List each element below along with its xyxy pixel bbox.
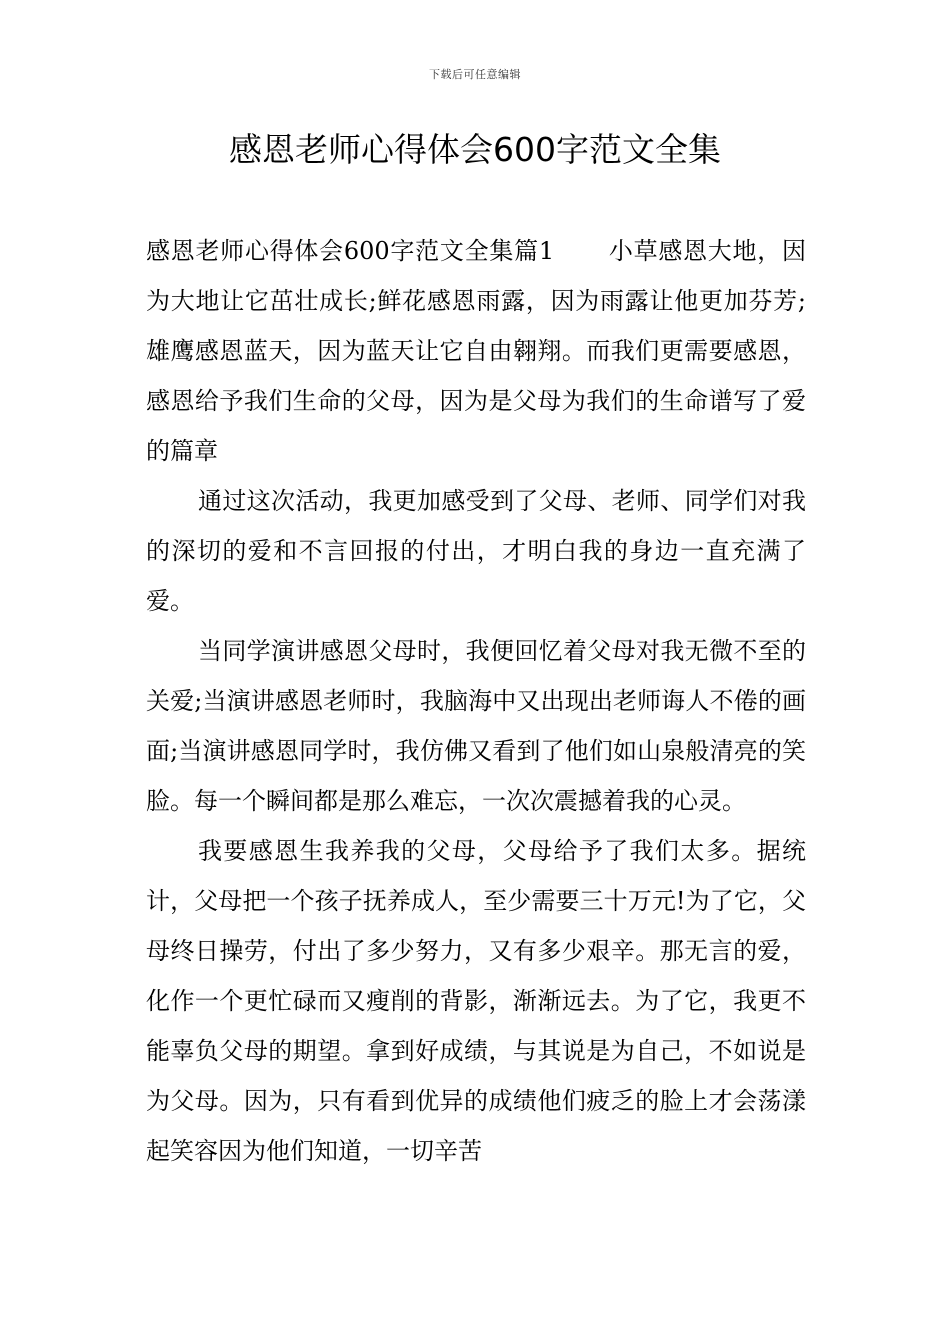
document-title: 感恩老师心得体会600字范文全集 — [229, 130, 721, 169]
paragraph-1-text: 小草感恩大地，因为大地让它茁壮成长;鲜花感恩雨露，因为雨露让他更加芬芳;雄鹰感恩蓝天，因为蓝天让它自由翱翔。而我们更需要感恩，感恩给予我们生命的父母，因为是父母为我们的生命谱写了爱的篇章 — [146, 237, 807, 465]
header-note: 下载后可任意编辑 — [429, 68, 521, 81]
section-heading: 感恩老师心得体会600字范文全集篇1 — [146, 237, 555, 265]
paragraph-4: 我要感恩生我养我的父母，父母给予了我们太多。据统计，父母把一个孩子抚养成人，至少需要三十万元!为了它，父母终日操劳，付出了多少努力，又有多少艰辛。那无言的爱，化作一个更忙碌而又瘦削的背影，渐渐远去。为了它，我更不能辜负父母的期望。拿到好成绩，与其说是为自己，不如说是为父母。因为，只有看到优异的成绩他们疲乏的脸上才会荡漾起笑容因为他们知道，一切辛苦 — [146, 837, 806, 1165]
paragraph-3: 当同学演讲感恩父母时，我便回忆着父母对我无微不至的关爱;当演讲感恩老师时，我脑海中又出现出老师诲人不倦的画面;当演讲感恩同学时，我仿佛又看到了他们如山泉般清亮的笑脸。每一个瞬间都是那么难忘，一次次震撼着我的心灵。 — [146, 637, 806, 815]
document-body — [146, 226, 806, 1176]
paragraph-1 — [146, 226, 806, 476]
paragraph-2: 通过这次活动，我更加感受到了父母、老师、同学们对我的深切的爱和不言回报的付出，才明白我的身边一直充满了爱。 — [146, 487, 806, 615]
